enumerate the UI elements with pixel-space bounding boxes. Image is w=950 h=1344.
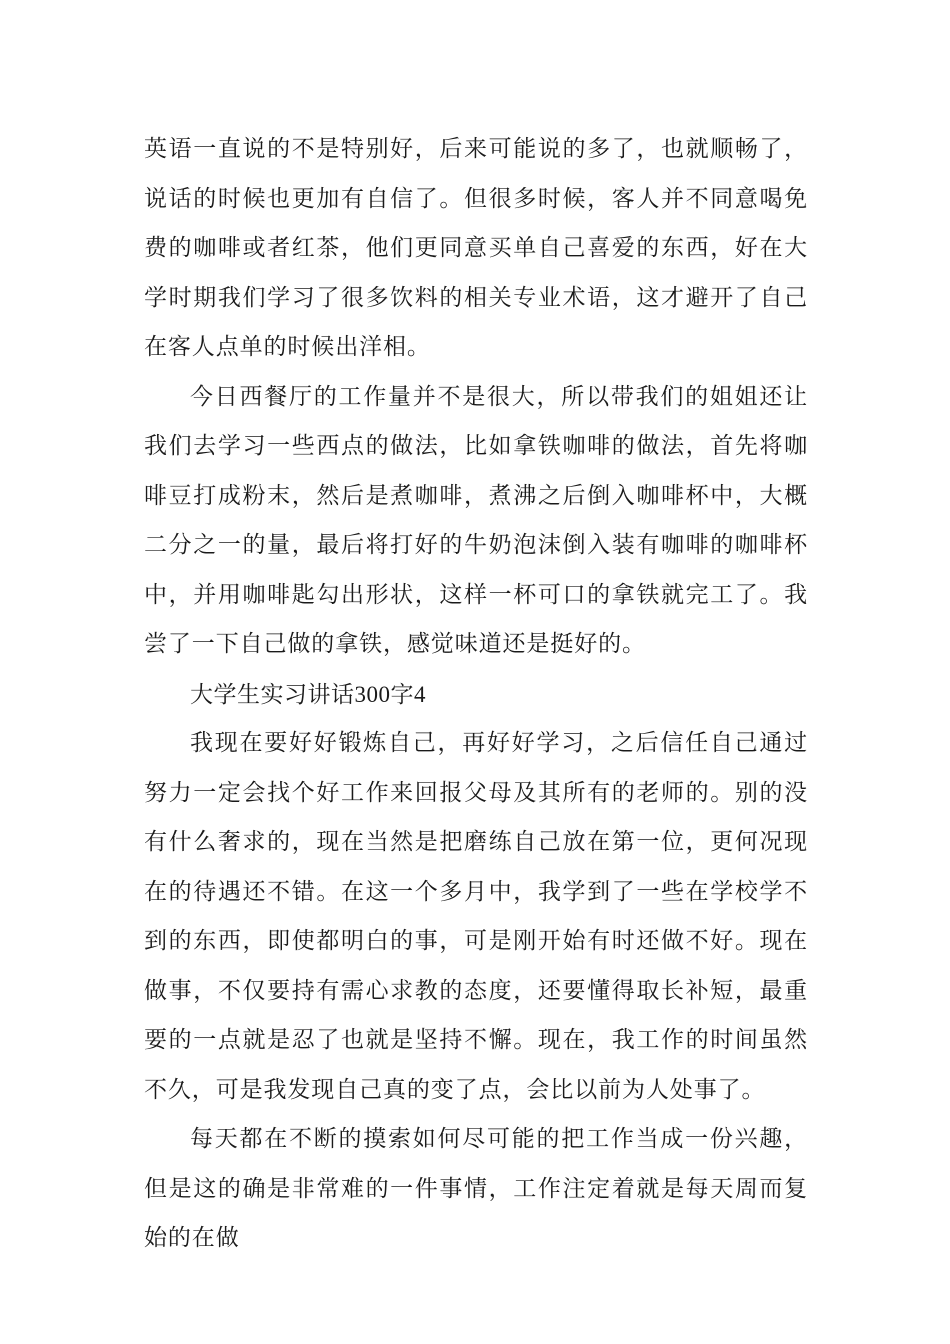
paragraph-self-improvement: 我现在要好好锻炼自己，再好好学习，之后信任自己通过努力一定会找个好工作来回报父母及其所有的老师的。别的没有什么奢求的，现在当然是把磨练自己放在第一位，更何况现在的待遇还不错。在这一个多月中，我学到了一些在学校学不到的东西，即使都明白的事，可是刚开始有时还做不好。现在做事，不仅要持有需心求教的态度，还要懂得取长补短，最重要的一点就是忍了也就是坚持不懈。现在，我工作的时间虽然不久，可是我发现自己真的变了点，会比以前为人处事了。 bbox=[144, 730, 808, 1103]
section-heading: 大学生实习讲话300字4 bbox=[190, 681, 426, 707]
paragraph-continuation: 英语一直说的不是特别好，后来可能说的多了，也就顺畅了，说话的时候也更加有自信了。但很多时候，客人并不同意喝免费的咖啡或者红茶，他们更同意买单自己喜爱的东西，好在大学时期我们学习了很多饮料的相关专业术语，这才避开了自己在客人点单的时候出洋相。 bbox=[144, 136, 808, 360]
paragraph-western-restaurant: 今日西餐厅的工作量并不是很大，所以带我们的姐姐还让我们去学习一些西点的做法，比如拿铁咖啡的做法，首先将咖啡豆打成粉末，然后是煮咖啡，煮沸之后倒入咖啡杯中，大概二分之一的量，最后将打好的牛奶泡沫倒入装有咖啡的咖啡杯中，并用咖啡匙勾出形状，这样一杯可口的拿铁就完工了。我尝了一下自己做的拿铁，感觉味道还是挺好的。 bbox=[144, 383, 808, 657]
paragraph-daily-work: 每天都在不断的摸索如何尽可能的把工作当成一份兴趣，但是这的确是非常难的一件事情，工作注定着就是每天周而复始的在做 bbox=[144, 1126, 808, 1251]
document-body bbox=[144, 125, 808, 1264]
